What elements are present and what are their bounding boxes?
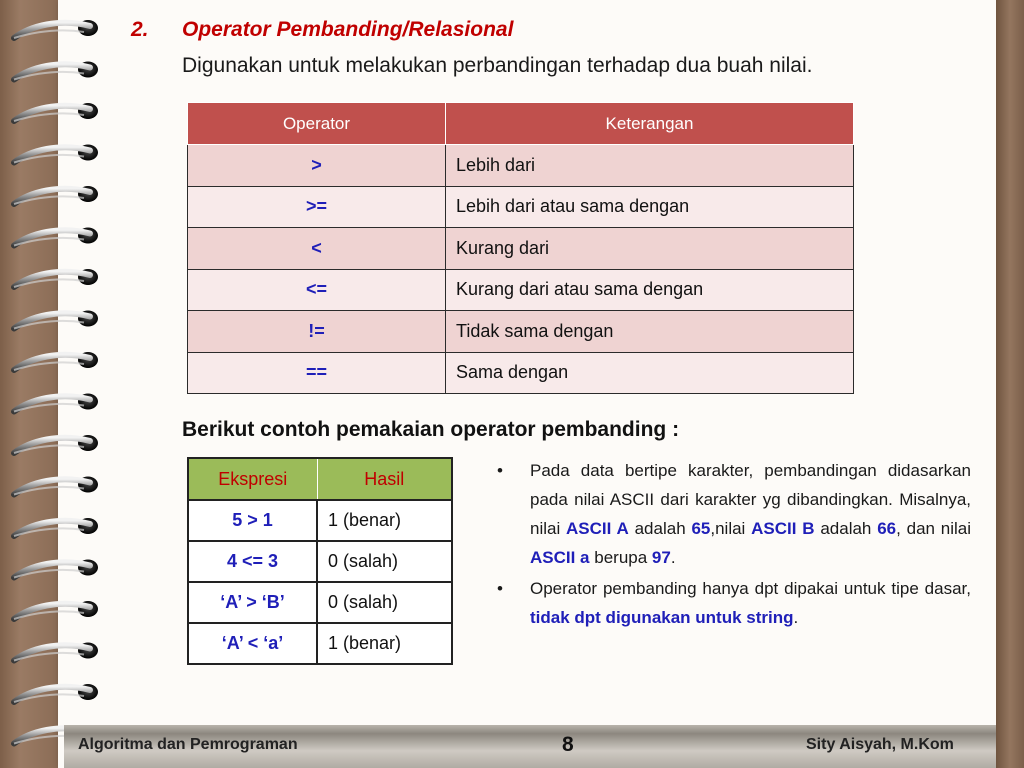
table-row xyxy=(188,623,452,664)
spiral-ring-icon xyxy=(14,394,98,412)
bullet-text: . xyxy=(793,608,799,627)
spiral-ring-icon xyxy=(14,601,98,619)
description-cell: Kurang dari xyxy=(446,228,854,270)
spiral-ring-icon xyxy=(14,228,98,246)
example-table xyxy=(187,457,453,665)
page-edge xyxy=(996,0,1024,768)
bullet-dot-icon: • xyxy=(497,579,503,598)
result-cell: 0 (salah) xyxy=(317,541,452,582)
header-hasil: Hasil xyxy=(317,458,452,500)
spiral-ring-icon xyxy=(14,518,98,536)
operator-table xyxy=(187,102,854,394)
spiral-ring-icon xyxy=(14,145,98,163)
description-cell: Kurang dari atau sama dengan xyxy=(446,269,854,311)
bullet-dot-icon: • xyxy=(497,461,503,480)
highlight-text: 66 xyxy=(877,519,897,538)
spiral-ring-icon xyxy=(14,62,98,80)
operator-cell: == xyxy=(188,352,446,394)
spiral-ring-icon xyxy=(14,477,98,495)
footer-course: Algoritma dan Pemrograman xyxy=(78,736,298,753)
example-table-header xyxy=(188,458,452,500)
header-keterangan: Keterangan xyxy=(446,103,854,145)
operator-table-header xyxy=(188,103,854,145)
heading-title: Operator Pembanding/Relasional xyxy=(182,18,514,41)
table-row xyxy=(188,582,452,623)
header-operator: Operator xyxy=(188,103,446,145)
spiral-ring-icon xyxy=(14,435,98,453)
header-ekspresi: Ekspresi xyxy=(188,458,317,500)
heading-number: 2. xyxy=(131,18,149,41)
spiral-ring-icon xyxy=(14,186,98,204)
spiral-ring-icon xyxy=(14,684,98,702)
heading-subtitle: Digunakan untuk melakukan perbandingan terhadap dua buah nilai. xyxy=(182,54,813,77)
table-row xyxy=(188,352,854,394)
highlight-text: tidak dpt digunakan untuk string xyxy=(530,608,794,627)
spiral-ring-icon xyxy=(14,352,98,370)
bullet-list xyxy=(497,456,971,634)
bullet-text: . xyxy=(670,548,676,567)
spiral-ring-icon xyxy=(14,103,98,121)
table-row xyxy=(188,311,854,353)
highlight-text: ASCII B xyxy=(751,519,815,538)
table-row xyxy=(188,541,452,582)
operator-cell: <= xyxy=(188,269,446,311)
table-row xyxy=(188,500,452,541)
description-cell: Lebih dari xyxy=(446,145,854,187)
expression-cell: 5 > 1 xyxy=(188,500,317,541)
bullet-text: adalah xyxy=(628,519,692,538)
bullet-text: adalah xyxy=(814,519,878,538)
bullet-text: berupa xyxy=(589,548,652,567)
operator-cell: > xyxy=(188,145,446,187)
highlight-text: ASCII a xyxy=(530,548,590,567)
highlight-text: 97 xyxy=(651,548,671,567)
result-cell: 0 (salah) xyxy=(317,582,452,623)
highlight-text: 65 xyxy=(691,519,711,538)
result-cell: 1 (benar) xyxy=(317,623,452,664)
description-cell: Tidak sama dengan xyxy=(446,311,854,353)
result-cell: 1 (benar) xyxy=(317,500,452,541)
bullet-text: , dan nilai xyxy=(896,519,972,538)
expression-cell: 4 <= 3 xyxy=(188,541,317,582)
example-title: Berikut contoh pemakaian operator pembanding : xyxy=(182,418,680,441)
page-number: 8 xyxy=(562,733,574,756)
operator-cell: < xyxy=(188,228,446,270)
table-row xyxy=(188,269,854,311)
bullet-text: Pada data bertipe karakter, pembandingan didasarkan pada nilai ASCII dari karakter yg dibandingkan. Misalnya, nilai xyxy=(530,461,971,538)
spiral-binding xyxy=(0,0,110,768)
table-row xyxy=(188,186,854,228)
bullet-text: ,nilai xyxy=(710,519,752,538)
description-cell: Sama dengan xyxy=(446,352,854,394)
operator-cell: != xyxy=(188,311,446,353)
expression-cell: ‘A’ > ‘B’ xyxy=(188,582,317,623)
operator-cell: >= xyxy=(188,186,446,228)
highlight-text: ASCII A xyxy=(566,519,629,538)
bullet-string xyxy=(497,574,971,632)
bullet-ascii xyxy=(497,456,971,572)
spiral-ring-icon xyxy=(14,560,98,578)
spiral-ring-icon xyxy=(14,311,98,329)
spiral-ring-icon xyxy=(14,643,98,661)
footer-author: Sity Aisyah, M.Kom xyxy=(806,736,954,753)
bullet-text: Operator pembanding hanya dpt dipakai untuk tipe dasar, xyxy=(530,579,971,598)
table-row xyxy=(188,228,854,270)
spiral-ring-icon xyxy=(14,20,98,38)
description-cell: Lebih dari atau sama dengan xyxy=(446,186,854,228)
table-row xyxy=(188,145,854,187)
expression-cell: ‘A’ < ‘a’ xyxy=(188,623,317,664)
spiral-ring-icon xyxy=(14,269,98,287)
